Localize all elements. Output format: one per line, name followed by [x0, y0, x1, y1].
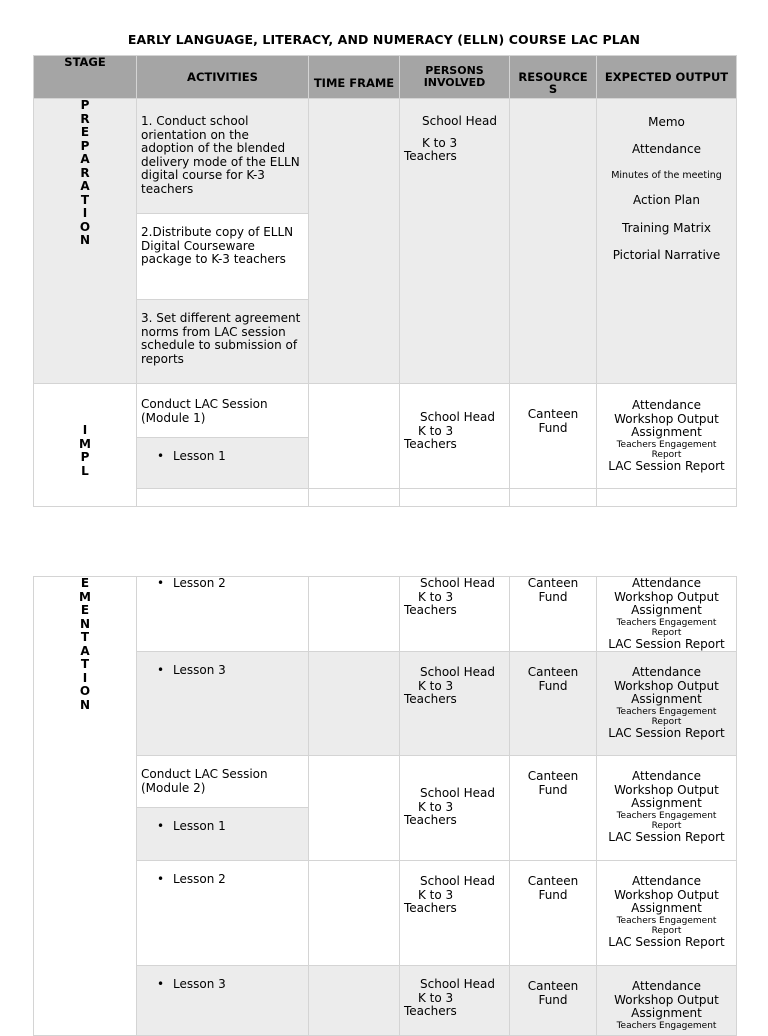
prep-row-1	[34, 99, 737, 214]
m1-lesson-3: • Lesson 3	[137, 652, 309, 756]
m2-lesson-1-time	[309, 756, 400, 861]
impl-persons-1: School Head K to 3 Teachers	[400, 384, 510, 489]
m1-lesson-3-outputs: Attendance Workshop Output Assignment Teachers Engagement Report LAC Session Report	[597, 652, 737, 756]
prep-activity-3: 3. Set different agreement norms from LAC session schedule to submission of reports	[137, 300, 309, 384]
header-output: EXPECTED OUTPUT	[597, 56, 737, 99]
m1-lesson-2-time	[309, 577, 400, 652]
m2-lesson-2-time	[309, 861, 400, 966]
m2-lesson-2-persons: School Head K to 3 Teachers	[400, 861, 510, 966]
output-pictorial-narrative: Pictorial Narrative	[612, 248, 721, 262]
impl-session-module-2: Conduct LAC Session (Module 2)	[137, 756, 309, 808]
impl-session-module-1: Conduct LAC Session (Module 1)	[137, 384, 309, 438]
m2-lesson-3-resources: Canteen Fund	[510, 966, 597, 1036]
m1-lesson-3-row	[34, 652, 737, 756]
lac-plan-table-page-2	[33, 576, 737, 1036]
output-minutes: Minutes of the meeting	[611, 170, 722, 181]
prep-resources	[510, 99, 597, 384]
m1-lesson-2-outputs: Attendance Workshop Output Assignment Teachers Engagement Report LAC Session Report	[597, 577, 737, 652]
m2-lesson-2: • Lesson 2	[137, 861, 309, 966]
output-attendance: Attendance	[632, 142, 701, 156]
m2-lesson-3-time	[309, 966, 400, 1036]
m1-lesson-2-persons: School Head K to 3 Teachers	[400, 577, 510, 652]
m2-lesson-3-row	[34, 966, 737, 1036]
prep-activity-2: 2.Distribute copy of ELLN Digital Courseware package to K-3 teachers	[137, 214, 309, 300]
m2-lesson-2-resources: Canteen Fund	[510, 861, 597, 966]
m1-lesson-2-resources: Canteen Fund	[510, 577, 597, 652]
prep-outputs	[597, 99, 737, 384]
impl-outputs-1: Attendance Workshop Output Assignment Teachers Engagement Report LAC Session Report	[597, 384, 737, 489]
impl-resources-1: Canteen Fund	[510, 384, 597, 489]
m2-lesson-1-outputs: Attendance Workshop Output Assignment Teachers Engagement Report LAC Session Report	[597, 756, 737, 861]
impl-row-session	[34, 384, 737, 438]
m1-lesson-3-resources: Canteen Fund	[510, 652, 597, 756]
m2-session-row	[34, 756, 737, 808]
m1-lesson-2-row	[34, 577, 737, 652]
stage-implementation-part-1: I M P L	[34, 384, 137, 507]
page-title: EARLY LANGUAGE, LITERACY, AND NUMERACY (ELLN) COURSE LAC PLAN	[127, 32, 641, 47]
m1-lesson-3-time	[309, 652, 400, 756]
m1-lesson-3-persons: School Head K to 3 Teachers	[400, 652, 510, 756]
m2-lesson-1-persons: School Head K to 3 Teachers	[400, 756, 510, 861]
header-resources: RESOURCE S	[510, 56, 597, 99]
header-stage: STAGE	[34, 56, 137, 99]
stage-implementation-part-2: E M E N T A T I O N	[34, 577, 137, 1036]
m1-lesson-2: • Lesson 2	[137, 577, 309, 652]
m2-lesson-1: • Lesson 1	[137, 808, 309, 861]
lac-plan-table-page-1	[33, 55, 737, 507]
header-row	[34, 56, 737, 99]
m2-lesson-1-resources: Canteen Fund	[510, 756, 597, 861]
prep-persons: School Head K to 3 Teachers	[400, 99, 510, 384]
prep-activity-1: 1. Conduct school orientation on the adoption of the blended delivery mode of the ELLN digital course for K-3 teachers	[137, 99, 309, 214]
output-training-matrix: Training Matrix	[622, 221, 711, 235]
header-persons: PERSONS INVOLVED	[400, 56, 510, 99]
impl-module1-lesson-1: • Lesson 1	[137, 438, 309, 489]
prep-time-frame	[309, 99, 400, 384]
output-action-plan: Action Plan	[633, 193, 700, 207]
impl-time-frame-1	[309, 384, 400, 489]
m2-lesson-3-outputs: Attendance Workshop Output Assignment Teachers Engagement	[597, 966, 737, 1036]
m2-lesson-3: • Lesson 3	[137, 966, 309, 1036]
m2-lesson-3-persons: School Head K to 3 Teachers	[400, 966, 510, 1036]
m2-lesson-2-outputs: Attendance Workshop Output Assignment Teachers Engagement Report LAC Session Report	[597, 861, 737, 966]
m2-lesson-2-row	[34, 861, 737, 966]
header-time-frame: TIME FRAME	[309, 56, 400, 99]
stage-preparation: P R E P A R A T I O N	[34, 99, 137, 384]
header-activities: ACTIVITIES	[137, 56, 309, 99]
output-memo: Memo	[648, 115, 685, 129]
impl-row-spacer	[34, 489, 737, 507]
